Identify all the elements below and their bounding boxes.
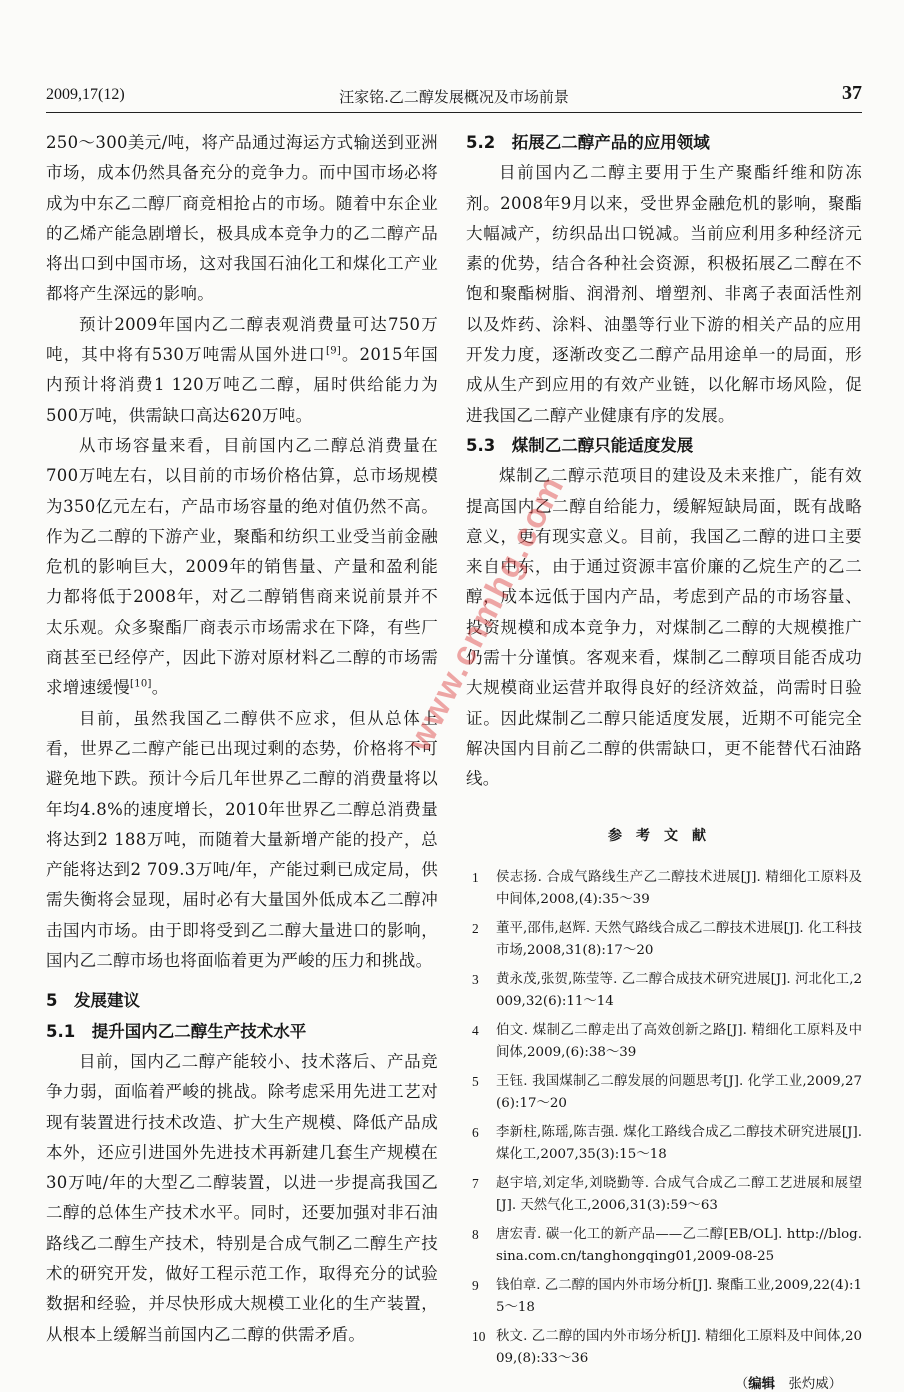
editor-name: 张灼威 (788, 1376, 829, 1392)
reference-text: 王钰. 我国煤制乙二醇发展的问题思考[J]. 化学工业,2009,27(6):17～20 (496, 1073, 862, 1112)
journal-issue: 2009,17(12) (46, 86, 125, 103)
paragraph: 目前国内乙二醇主要用于生产聚酯纤维和防冻剂。2008年9月以来，受世界金融危机的影响，聚酯大幅减产，纺织品出口锐减。当前应利用多种经济元素的优势，结合各种社会资源，积极拓展乙二醇在不饱和聚酯树脂、润滑剂、增塑剂、非离子表面活性剂以及炸药、涂料、油墨等行业下游的相关产品的应用开发力度，逐渐改变乙二醇产品用途单一的局面，形成从生产到应用的有效产业链，以化解市场风险，促进我国乙二醇产业健康有序的发展。 (466, 163, 862, 425)
reference-item (466, 1326, 862, 1371)
reference-item (466, 1275, 862, 1320)
subsection-heading: 5.2 拓展乙二醇产品的应用领域 (466, 133, 710, 152)
paragraph: 煤制乙二醇示范项目的建设及未来推广，能有效提高国内乙二醇自给能力，缓解短缺局面，既有战略意义，更有现实意义。目前，我国乙二醇的进口主要来自中东，由于通过资源丰富价廉的乙烷生产的乙二醇，成本远低于国内产品，考虑到产品的市场容量、投资规模和成本竞争力，对煤制乙二醇的大规模推广仍需十分谨慎。客观来看，煤制乙二醇项目能否成功大规模商业运营并取得良好的经济效益，尚需时日验证。因此煤制乙二醇只能适度发展，近期不可能完全解决国内目前乙二醇的供需缺口，更不能替代石油路线。 (466, 466, 862, 789)
running-title: 汪家铭.乙二醇发展概况及市场前景 (339, 88, 569, 106)
reference-item (466, 918, 862, 963)
reference-item (466, 1020, 862, 1065)
citation-ref: [10] (130, 678, 152, 690)
reference-number: 7 (472, 1175, 479, 1191)
references-title: 参考文献 (608, 827, 720, 844)
section-heading: 5 发展建议 (46, 991, 140, 1011)
reference-item (466, 867, 862, 912)
editor-credit: （编辑 张灼威） (734, 1376, 842, 1392)
reference-item (466, 1071, 862, 1116)
reference-number: 6 (472, 1124, 479, 1140)
reference-number: 8 (472, 1226, 479, 1242)
paragraph-text: 。 (151, 678, 169, 698)
running-header (46, 82, 862, 113)
reference-text: 秋文. 乙二醇的国内外市场分析[J]. 精细化工原料及中间体,2009,(8):33～36 (496, 1328, 862, 1367)
paragraph: 目前，国内乙二醇产能较小、技术落后、产品竞争力弱，面临着严峻的挑战。除考虑采用先进工艺对现有装置进行技术改造、扩大生产规模、降低产品成本外，还应引进国外先进技术再新建几套生产规模在30万吨/年的大型乙二醇装置，以进一步提高我国乙二醇的总体生产技术水平。同时，还要加强对非石油路线乙二醇生产技术，特别是合成气制乙二醇生产技术的研究开发，做好工程示范工作，取得充分的试验数据和经验，并尽快形成大规模工业化的生产装置，从根本上缓解当前国内乙二醇的供需矛盾。 (46, 1051, 438, 1344)
subsection-heading: 5.1 提升国内乙二醇生产技术水平 (46, 1021, 307, 1041)
paragraph: 250～300美元/吨，将产品通过海运方式输送到亚洲市场，成本仍然具备充分的竞争力。而中国市场必将成为中东乙二醇厂商竞相抢占的市场。随着中东企业的乙烯产能急剧增长，极具成本竞争力的乙二醇产品将出口到中国市场，这对我国石油化工和煤化工产业都将产生深远的影响。 (46, 133, 438, 304)
reference-text: 侯志扬. 合成气路线生产乙二醇技术进展[J]. 精细化工原料及中间体,2008,(4):35～39 (496, 869, 862, 908)
reference-number: 3 (472, 971, 479, 987)
paragraph-text: 从市场容量来看，目前国内乙二醇总消费量在700万吨左右，以目前的市场价格估算，总市场规模为350亿元左右，产品市场容量的绝对值仍然不高。作为乙二醇的下游产业，聚酯和纺织工业受当前金融危机的影响巨大，2009年的销售量、产量和盈利能力都将低于2008年，对乙二醇销售商来说前景并不太乐观。众多聚酯厂商表示市场需求在下降，有些厂商甚至已经停产，因此下游对原材料乙二醇的市场需求增速缓慢 (46, 435, 438, 698)
reference-text: 董平,邵伟,赵辉. 天然气路线合成乙二醇技术进展[J]. 化工科技市场,2008,31(8):17～20 (496, 920, 862, 959)
reference-number: 1 (472, 869, 479, 885)
reference-list (466, 867, 862, 1371)
left-column (46, 128, 438, 1350)
reference-item (466, 1122, 862, 1167)
reference-number: 10 (472, 1328, 486, 1344)
reference-text: 钱伯章. 乙二醇的国内外市场分析[J]. 聚酯工业,2009,22(4):15～18 (496, 1277, 862, 1316)
reference-item (466, 969, 862, 1014)
reference-number: 2 (472, 920, 479, 936)
page-number: 37 (842, 82, 862, 104)
citation-ref: [9] (326, 345, 342, 357)
paragraph-text: 。2015年国内预计将消费1 120万吨乙二醇，届时供给能力为500万吨，供需缺口高达620万吨。 (46, 345, 438, 425)
reference-number: 4 (472, 1022, 479, 1038)
paragraph: 目前，虽然我国乙二醇供不应求，但从总体上看，世界乙二醇产能已出现过剩的态势，价格将不可避免地下跌。预计今后几年世界乙二醇的消费量将以年均4.8%的速度增长，2010年世界乙二醇总消费量将达到2 188万吨，而随着大量新增产能的投产，总产能将达到2 709.3万吨/年，产能过剩已成定局，供需失衡将会显现，届时必有大量国外低成本乙二醇冲击国内市场。由于即将受到乙二醇大量进口的影响，国内乙二醇市场也将面临着更为严峻的压力和挑战。 (46, 708, 438, 971)
subsection-heading: 5.3 煤制乙二醇只能适度发展 (466, 435, 694, 455)
paragraph-text: 预计2009年国内乙二醇表观消费量可达750万吨，其中将有530万吨需从国外进口 (46, 314, 438, 365)
reference-text: 黄永茂,张贺,陈莹等. 乙二醇合成技术研究进展[J]. 河北化工,2009,32(6):11～14 (496, 971, 862, 1010)
reference-text: 赵宇培,刘定华,刘晓勤等. 合成气合成乙二醇工艺进展和展望[J]. 天然气化工,2006,31(3):59～63 (496, 1175, 862, 1214)
reference-number: 9 (472, 1277, 479, 1293)
reference-item (466, 1173, 862, 1218)
paragraph (46, 431, 438, 704)
reference-text: 伯文. 煤制乙二醇走出了高效创新之路[J]. 精细化工原料及中间体,2009,(6):38～39 (496, 1022, 862, 1061)
watermark: www.cnmhg.com (400, 468, 573, 758)
editor-label: 编辑 (748, 1376, 776, 1392)
reference-number: 5 (472, 1073, 479, 1089)
right-column (466, 128, 862, 1392)
reference-text: 李新柱,陈瑶,陈吉强. 煤化工路线合成乙二醇技术研究进展[J]. 煤化工,2007,35(3):15～18 (496, 1124, 862, 1163)
paragraph (46, 310, 438, 431)
reference-text: 唐宏青. 碳一化工的新产品——乙二醇[EB/OL]. http://blog.sina.com.cn/tanghongqing01,2009-08-25 (496, 1226, 862, 1265)
